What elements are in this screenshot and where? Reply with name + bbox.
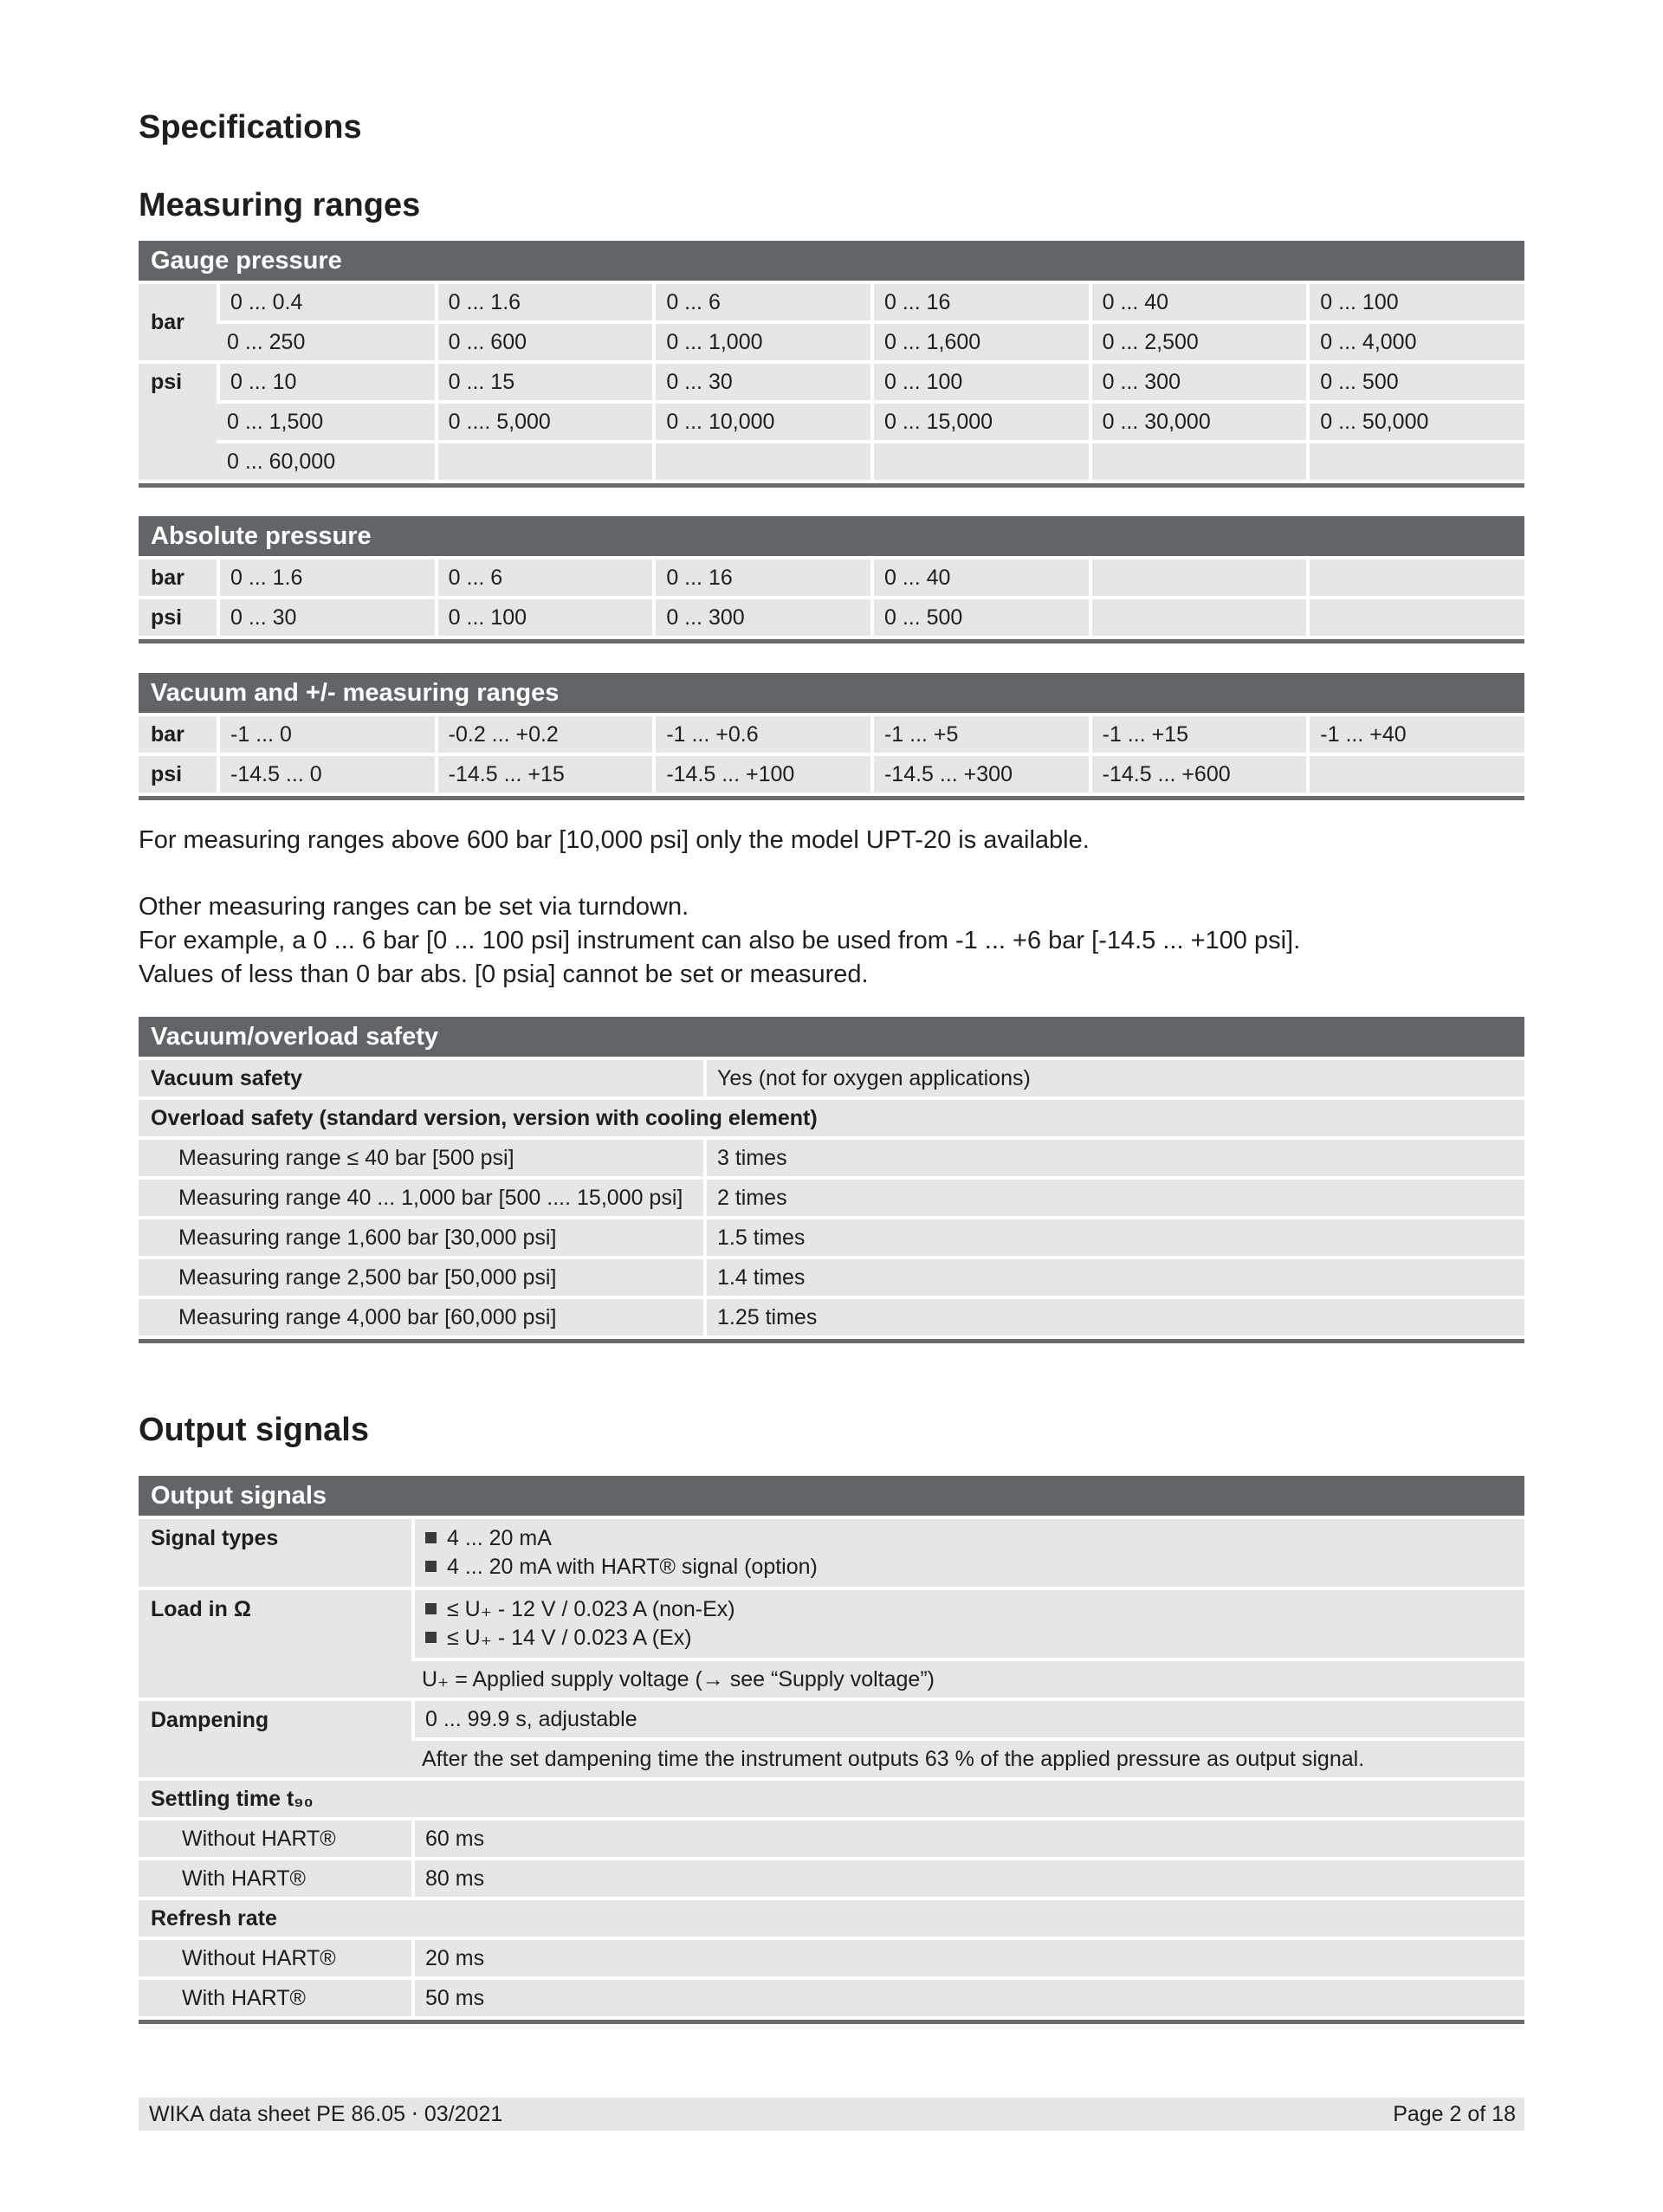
vacuum-safety-value: Yes (not for oxygen applications) [703, 1060, 1524, 1096]
load-label: Load in Ω [139, 1590, 411, 1698]
range-cell [1089, 443, 1307, 480]
bullet-square-icon [425, 1603, 437, 1614]
list-item: 4 ... 20 mA with HART® signal (option) [425, 1553, 1514, 1581]
table-row [139, 1940, 1524, 1976]
range-cell: 0 ... 100 [1306, 284, 1524, 320]
range-cell: 0 ... 6 [652, 284, 870, 320]
overload-range-label: Measuring range ≤ 40 bar [500 psi] [139, 1140, 703, 1176]
range-cell [1089, 559, 1307, 596]
output-signals-table [139, 1472, 1524, 2024]
overload-range-label: Measuring range 4,000 bar [60,000 psi] [139, 1299, 703, 1336]
note-turndown-1: Other measuring ranges can be set via turndown. [139, 893, 689, 921]
unit-label: bar [139, 284, 217, 360]
range-cell: 0 ... 6 [435, 559, 653, 596]
range-cell: 0 ... 16 [652, 559, 870, 596]
range-cell [1306, 756, 1524, 792]
overload-safety-title: Vacuum/overload safety [139, 1017, 1524, 1057]
overload-range-label: Measuring range 40 ... 1,000 bar [500 .... 15,000 psi] [139, 1180, 703, 1216]
refresh-rate-label: Refresh rate [139, 1900, 1524, 1937]
dampening-label: Dampening [139, 1701, 411, 1777]
refresh-row-value: 20 ms [411, 1940, 1524, 1976]
range-cell: 0 ... 500 [1306, 364, 1524, 400]
range-cell: 0 ... 4,000 [1306, 324, 1524, 360]
bullet-square-icon [425, 1632, 437, 1643]
settling-row-label: With HART® [139, 1860, 411, 1897]
dampening-value: 0 ... 99.9 s, adjustable [411, 1701, 1524, 1737]
refresh-row-label: With HART® [139, 1980, 411, 2016]
heading-specifications: Specifications [139, 109, 362, 146]
table-row [139, 1100, 1524, 1136]
table-row [139, 443, 1524, 480]
range-cell: -14.5 ... +15 [435, 756, 653, 792]
note-upt20: For measuring ranges above 600 bar [10,000 psi] only the model UPT-20 is available. [139, 826, 1090, 854]
table-row [139, 1860, 1524, 1897]
range-cell: -1 ... +5 [870, 716, 1089, 753]
unit-label: psi [139, 756, 217, 792]
overload-range-label: Measuring range 1,600 bar [30,000 psi] [139, 1219, 703, 1256]
range-cell: 0 ... 100 [870, 364, 1089, 400]
unit-label: bar [139, 716, 217, 753]
table-row [139, 1259, 1524, 1296]
list-item: 4 ... 20 mA [425, 1524, 1514, 1553]
overload-range-value: 2 times [703, 1180, 1524, 1216]
range-cell: 0 ... 1,000 [652, 324, 870, 360]
table-row [139, 1299, 1524, 1336]
range-cell: 0 ... 250 [217, 324, 435, 360]
overload-range-value: 1.5 times [703, 1219, 1524, 1256]
overload-range-label: Measuring range 2,500 bar [50,000 psi] [139, 1259, 703, 1296]
range-cell [1306, 559, 1524, 596]
range-cell: 0 ... 60,000 [217, 443, 435, 480]
range-cell: 0 ... 30 [652, 364, 870, 400]
footer-datasheet: WIKA data sheet PE 86.05 ⋅ 03/2021 [149, 2102, 503, 2126]
absolute-pressure-title: Absolute pressure [139, 516, 1524, 556]
table-row [139, 1519, 1524, 1587]
list-item: ≤ U₊ - 14 V / 0.023 A (Ex) [425, 1624, 1514, 1653]
settling-time-label: Settling time t₉₀ [139, 1781, 1524, 1817]
unit-label: psi [139, 599, 217, 636]
table-row [139, 756, 1524, 792]
gauge-pressure-table [139, 237, 1524, 488]
refresh-row-value: 50 ms [411, 1980, 1524, 2016]
range-cell: 0 ... 2,500 [1089, 324, 1307, 360]
note-turndown-2: For example, a 0 ... 6 bar [0 ... 100 psi] instrument can also be used from -1 ... +6 bar [-14.5 ... +100 psi]. [139, 927, 1301, 954]
overload-range-value: 1.4 times [703, 1259, 1524, 1296]
table-row [139, 716, 1524, 753]
heading-measuring-ranges: Measuring ranges [139, 187, 421, 223]
table-row [139, 364, 1524, 400]
range-cell: -1 ... +15 [1089, 716, 1307, 753]
table-row [139, 404, 1524, 440]
range-cell: 0 .... 5,000 [435, 404, 653, 440]
settling-row-value: 60 ms [411, 1821, 1524, 1857]
range-cell: 0 ... 40 [1089, 284, 1307, 320]
overload-safety-table [139, 1013, 1524, 1343]
range-cell: 0 ... 100 [435, 599, 653, 636]
vacuum-safety-label: Vacuum safety [139, 1060, 703, 1096]
bullet-square-icon [425, 1532, 437, 1543]
range-cell: 0 ... 600 [435, 324, 653, 360]
range-cell [1089, 599, 1307, 636]
unit-label: psi [139, 364, 217, 480]
vacuum-ranges-table [139, 669, 1524, 800]
range-cell: 0 ... 16 [870, 284, 1089, 320]
range-cell: 0 ... 50,000 [1306, 404, 1524, 440]
table-row [139, 324, 1524, 360]
bullet-square-icon [425, 1561, 437, 1572]
table-row [139, 1980, 1524, 2016]
footer-page-number: Page 2 of 18 [1393, 2102, 1516, 2126]
range-cell: 0 ... 0.4 [217, 284, 435, 320]
table-row [139, 1060, 1524, 1096]
range-cell [1306, 443, 1524, 480]
range-cell [1306, 599, 1524, 636]
settling-row-label: Without HART® [139, 1821, 411, 1857]
range-cell: -14.5 ... 0 [217, 756, 435, 792]
settling-row-value: 80 ms [411, 1860, 1524, 1897]
vacuum-ranges-title: Vacuum and +/- measuring ranges [139, 673, 1524, 713]
range-cell [870, 443, 1089, 480]
range-cell: -14.5 ... +300 [870, 756, 1089, 792]
gauge-pressure-title: Gauge pressure [139, 241, 1524, 281]
range-cell: 0 ... 30 [217, 599, 435, 636]
table-row [139, 1821, 1524, 1857]
table-row [139, 1140, 1524, 1176]
range-cell: 0 ... 15 [435, 364, 653, 400]
heading-output-signals: Output signals [139, 1412, 369, 1448]
range-cell: 0 ... 15,000 [870, 404, 1089, 440]
range-cell: 0 ... 1.6 [217, 559, 435, 596]
range-cell: -0.2 ... +0.2 [435, 716, 653, 753]
table-row [139, 1219, 1524, 1256]
range-cell: 0 ... 10,000 [652, 404, 870, 440]
range-cell: -14.5 ... +100 [652, 756, 870, 792]
load-value [411, 1590, 1524, 1658]
load-note: U₊ = Applied supply voltage (→ see “Supply voltage”) [411, 1661, 1524, 1698]
list-item: ≤ U₊ - 12 V / 0.023 A (non-Ex) [425, 1595, 1514, 1624]
absolute-pressure-table [139, 513, 1524, 644]
range-cell: 0 ... 1,500 [217, 404, 435, 440]
range-cell: -1 ... +40 [1306, 716, 1524, 753]
table-row [139, 284, 1524, 320]
overload-safety-label: Overload safety (standard version, version with cooling element) [139, 1100, 1524, 1136]
range-cell [435, 443, 653, 480]
range-cell: 0 ... 1.6 [435, 284, 653, 320]
range-cell: -1 ... +0.6 [652, 716, 870, 753]
output-signals-title: Output signals [139, 1476, 1524, 1516]
range-cell: 0 ... 300 [1089, 364, 1307, 400]
range-cell [652, 443, 870, 480]
range-cell: 0 ... 30,000 [1089, 404, 1307, 440]
overload-range-value: 3 times [703, 1140, 1524, 1176]
range-cell: -14.5 ... +600 [1089, 756, 1307, 792]
overload-range-value: 1.25 times [703, 1299, 1524, 1336]
unit-label: bar [139, 559, 217, 596]
table-row [139, 599, 1524, 636]
range-cell: 0 ... 1,600 [870, 324, 1089, 360]
table-row [139, 1180, 1524, 1216]
signal-types-value [411, 1519, 1524, 1587]
range-cell: 0 ... 10 [217, 364, 435, 400]
page-footer [139, 2098, 1524, 2131]
signal-types-label: Signal types [139, 1519, 411, 1587]
table-row [139, 559, 1524, 596]
table-row [139, 1701, 1524, 1737]
range-cell: 0 ... 300 [652, 599, 870, 636]
table-row [139, 1781, 1524, 1817]
table-row [139, 1590, 1524, 1658]
table-row [139, 1900, 1524, 1937]
range-cell: 0 ... 500 [870, 599, 1089, 636]
range-cell: -1 ... 0 [217, 716, 435, 753]
dampening-note: After the set dampening time the instrument outputs 63 % of the applied pressure as output signal. [411, 1741, 1524, 1777]
range-cell: 0 ... 40 [870, 559, 1089, 596]
note-turndown-3: Values of less than 0 bar abs. [0 psia] cannot be set or measured. [139, 960, 869, 988]
refresh-row-label: Without HART® [139, 1940, 411, 1976]
